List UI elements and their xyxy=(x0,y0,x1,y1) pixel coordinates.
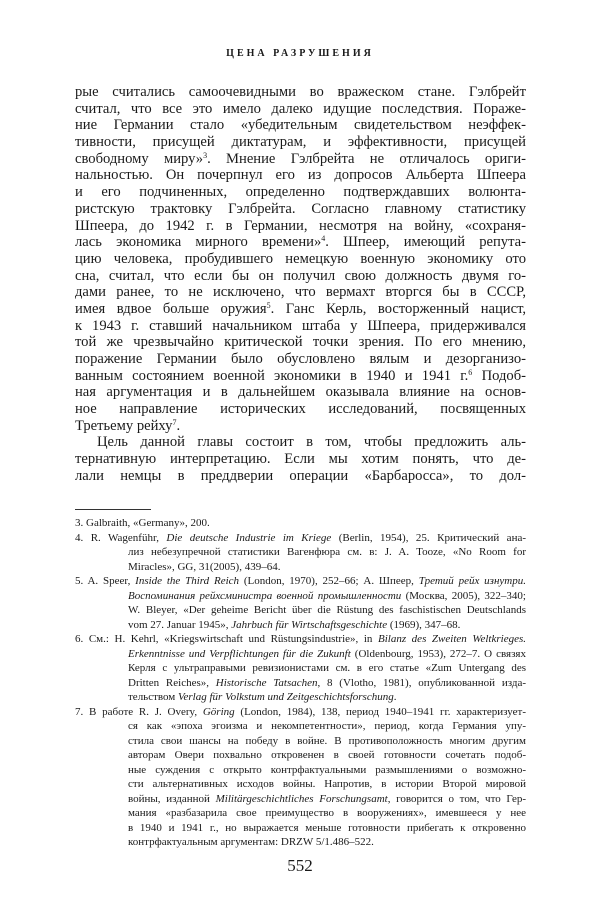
text-run: ристскую трактовку Гэлбрейта. Согласно главному статистику xyxy=(75,200,526,217)
text-line xyxy=(75,184,526,201)
text-run: считал, что все это имело далеко идущие последствия. Пораже- xyxy=(75,100,526,117)
footnote-line xyxy=(75,748,526,763)
text-run: контрфактуальным аргументам: DRZW 5/1.486–522. xyxy=(128,836,374,848)
text-line xyxy=(75,101,526,118)
text-run: . xyxy=(176,417,181,434)
text-line xyxy=(75,368,526,385)
text-run: стила свои шансы на победу в войне. В противоположность многим другим xyxy=(128,734,526,747)
text-run: (Berlin, 1954), 25. Критический ана- xyxy=(331,531,527,544)
text-run: , говорится о том, что Гер- xyxy=(387,792,526,805)
footnote-line xyxy=(75,777,526,792)
text-line xyxy=(75,117,526,134)
text-line xyxy=(75,201,526,218)
text-run: мания «разбазарила свое преимущество в вооружениях», имевшееся у нее xyxy=(128,807,526,819)
text-run: (1969), 347–68. xyxy=(387,618,461,631)
text-run: ные суждения с открыто контрфактуальными размышлениями о возможно- xyxy=(128,763,526,776)
text-run: лась экономика мирного времени» xyxy=(75,234,322,251)
italic-text: Verlag für Volkstum und Zeitgeschichtsforschung xyxy=(178,691,394,703)
text-run: (London, 1984), 138, период 1940–1941 гг. характеризует- xyxy=(234,705,526,718)
text-run: 6. См.: H. Kehrl, «Kriegswirtschaft und Rüstungsindustrie», in xyxy=(75,633,378,645)
text-line xyxy=(75,268,526,285)
footnote-line xyxy=(75,560,526,575)
text-run: цию человека, пробудившего немецкую военную экономику ото xyxy=(75,250,526,267)
text-run: к 1943 г. ставший начальником штаба у Шпеера, придерживался xyxy=(75,317,526,334)
text-line xyxy=(75,418,526,435)
italic-text: Die deutsche Industrie im Kriege xyxy=(166,531,332,544)
text-run: , 8 (Vlotho, 1981), опубликованной изда- xyxy=(317,676,527,689)
footnote-line xyxy=(75,719,526,734)
footnote-ref[interactable]: 7 xyxy=(172,417,177,427)
text-run: 3. Galbraith, «Germany», 200. xyxy=(75,517,210,529)
footnote-divider xyxy=(75,509,151,510)
text-run: Цель данной главы состоит в том, чтобы предложить аль- xyxy=(97,434,526,451)
text-run: W. Bleyer, «Der geheime Bericht über die Rüstung des faschistischen Deutschlands xyxy=(128,604,526,616)
footnote-line xyxy=(75,821,526,836)
italic-text: Historische Tatsachen xyxy=(215,676,318,689)
footnote-line xyxy=(75,763,526,778)
text-line xyxy=(75,167,526,184)
text-run: Dritten Reiches», xyxy=(128,676,216,689)
text-run: 5. A. Speer, xyxy=(75,575,136,587)
main-text xyxy=(75,84,526,485)
text-run: . xyxy=(393,691,397,703)
text-run: лиз небезупречной статистики Вагенфюра см. в: J. A. Tooze, «No Room for xyxy=(128,546,526,558)
footnote-line xyxy=(75,661,526,676)
text-run: той же чрезвычайно критической точки зрения. По его мнению, xyxy=(75,334,526,351)
text-run: ванным состоянием военной экономики в 1940 и 1941 г. xyxy=(75,367,469,384)
footnote-ref[interactable]: 5 xyxy=(266,300,271,310)
text-line xyxy=(75,218,526,235)
footnote-line xyxy=(75,618,526,633)
footnote-line xyxy=(75,574,526,589)
text-run: войны, изданной xyxy=(128,792,216,805)
text-run: дами ранее, то не исключено, что вермахт вторгся бы в СССР, xyxy=(75,284,526,301)
text-run: . Мнение Гэлбрейта не отличалось ориги- xyxy=(207,150,526,167)
text-run: 4. R. Wagenführ, xyxy=(75,531,167,544)
italic-text: Göring xyxy=(202,705,235,718)
text-run: авторам Овери похвально откровенен в своей готовности сочетать подоб- xyxy=(128,749,526,761)
text-run: ное направление исторических исследований, посвященных xyxy=(75,401,526,418)
italic-text: Militärgeschichtliches Forschungsamt xyxy=(215,792,388,805)
text-run: Miracles», GG, 31(2005), 439–64. xyxy=(128,560,281,573)
text-line xyxy=(75,468,526,485)
footnote-ref[interactable]: 6 xyxy=(468,367,473,377)
text-run: Подоб- xyxy=(472,367,526,384)
text-line xyxy=(75,351,526,368)
italic-text: Inside the Third Reich xyxy=(135,575,240,587)
text-run: (Oldenbourg, 1953), 272–7. О связях xyxy=(350,647,526,660)
italic-text: Erkenntnisse und Verpflichtungen für die Zukunft xyxy=(128,647,351,660)
text-run: . Шпеер, имеющий репута- xyxy=(325,234,526,251)
footnote-line xyxy=(75,835,526,850)
text-run: 7. В работе R. J. Overy, xyxy=(75,705,203,718)
text-line xyxy=(75,334,526,351)
text-line xyxy=(75,434,526,451)
text-run: ся как «эпоха эгоизма и некомпетентности», период, когда Германия упу- xyxy=(128,720,526,732)
text-line xyxy=(75,84,526,101)
italic-text: Воспоминания рейхсминистра военной промышленности xyxy=(128,589,402,602)
text-run: vom 27. Januar 1945», xyxy=(128,618,232,631)
footnote-ref[interactable]: 3 xyxy=(203,150,208,160)
text-line xyxy=(75,301,526,318)
text-run: сна, считал, что если бы он получил свою должность двумя го- xyxy=(75,267,526,284)
text-run: поражение Германии было обусловлено вялым и дезорганизо- xyxy=(75,351,526,367)
footnote-line xyxy=(75,734,526,749)
text-run: тернативную интерпретацию. Если мы хотим понять, что де- xyxy=(75,451,526,468)
text-line xyxy=(75,251,526,268)
text-run: лали немцы в преддверии операции «Барбаросса», то дол- xyxy=(75,467,526,484)
text-line xyxy=(75,451,526,468)
italic-text: Jahrbuch für Wirtschaftsgeschichte xyxy=(231,618,388,631)
italic-text: Bilanz des Zweiten Weltkrieges. xyxy=(378,633,526,645)
text-line xyxy=(75,151,526,168)
footnote-line xyxy=(75,647,526,662)
footnote-line xyxy=(75,589,526,604)
text-run: Шпеера, до 1942 г. в Германии, несмотря на войну, «сохраня- xyxy=(75,217,526,234)
text-run: Керля с ультраправыми ревизионистами см. в его статье «Zum Untergang des xyxy=(128,662,526,674)
text-run: ние Германии стало «убедительным свидетельством неэффек- xyxy=(75,117,526,134)
text-run: рые считались самоочевидными во вражеском стане. Гэлбрейт xyxy=(75,84,526,100)
text-line xyxy=(75,284,526,301)
text-run: ная аргументация и в дальнейшем оказывала влияние на основ- xyxy=(75,384,526,401)
text-run: сти альтернативных исходов войны. Напротив, в истории Второй мировой xyxy=(128,778,526,790)
text-run: и его подчиненных, определенно подтверждавших волюнта- xyxy=(75,184,526,201)
footnote-line xyxy=(75,603,526,618)
footnote-ref[interactable]: 4 xyxy=(321,234,326,244)
text-run: (Москва, 2005), 322–340; xyxy=(401,589,526,602)
footnote-line xyxy=(75,705,526,720)
footnote-line xyxy=(75,806,526,821)
text-run: Третьему рейху xyxy=(75,417,173,434)
text-run: свободному миру» xyxy=(75,150,204,167)
text-line xyxy=(75,234,526,251)
italic-text: Третий рейх изнутри. xyxy=(418,575,526,587)
text-run: (London, 1970), 252–66; А. Шпеер, xyxy=(239,575,419,587)
text-line xyxy=(75,318,526,335)
text-run: . Ганс Керль, восторженный нацист, xyxy=(270,300,527,317)
text-run: тивности, присущей диктатурам, и эффективности, присущей xyxy=(75,134,526,151)
text-line xyxy=(75,384,526,401)
page-number: 552 xyxy=(287,856,313,875)
footnotes xyxy=(75,516,526,850)
footnote-line xyxy=(75,531,526,546)
footnote-line xyxy=(75,545,526,560)
text-line xyxy=(75,134,526,151)
text-run: нальностью. Он почерпнул его из допросов Альберта Шпеера xyxy=(75,167,526,184)
footnote-line xyxy=(75,690,526,705)
text-run: тельством xyxy=(128,691,179,703)
text-run: в 1940 и 1941 г., но выражается меньше готовности прибегать к откровенно xyxy=(128,821,526,834)
footnote-line xyxy=(75,792,526,807)
text-line xyxy=(75,401,526,418)
footnote-line xyxy=(75,676,526,691)
footnote-line xyxy=(75,516,526,531)
running-head: ЦЕНА РАЗРУШЕНИЯ xyxy=(226,48,374,59)
text-run: имея вдвое больше оружия xyxy=(75,300,267,317)
footnote-line xyxy=(75,632,526,647)
